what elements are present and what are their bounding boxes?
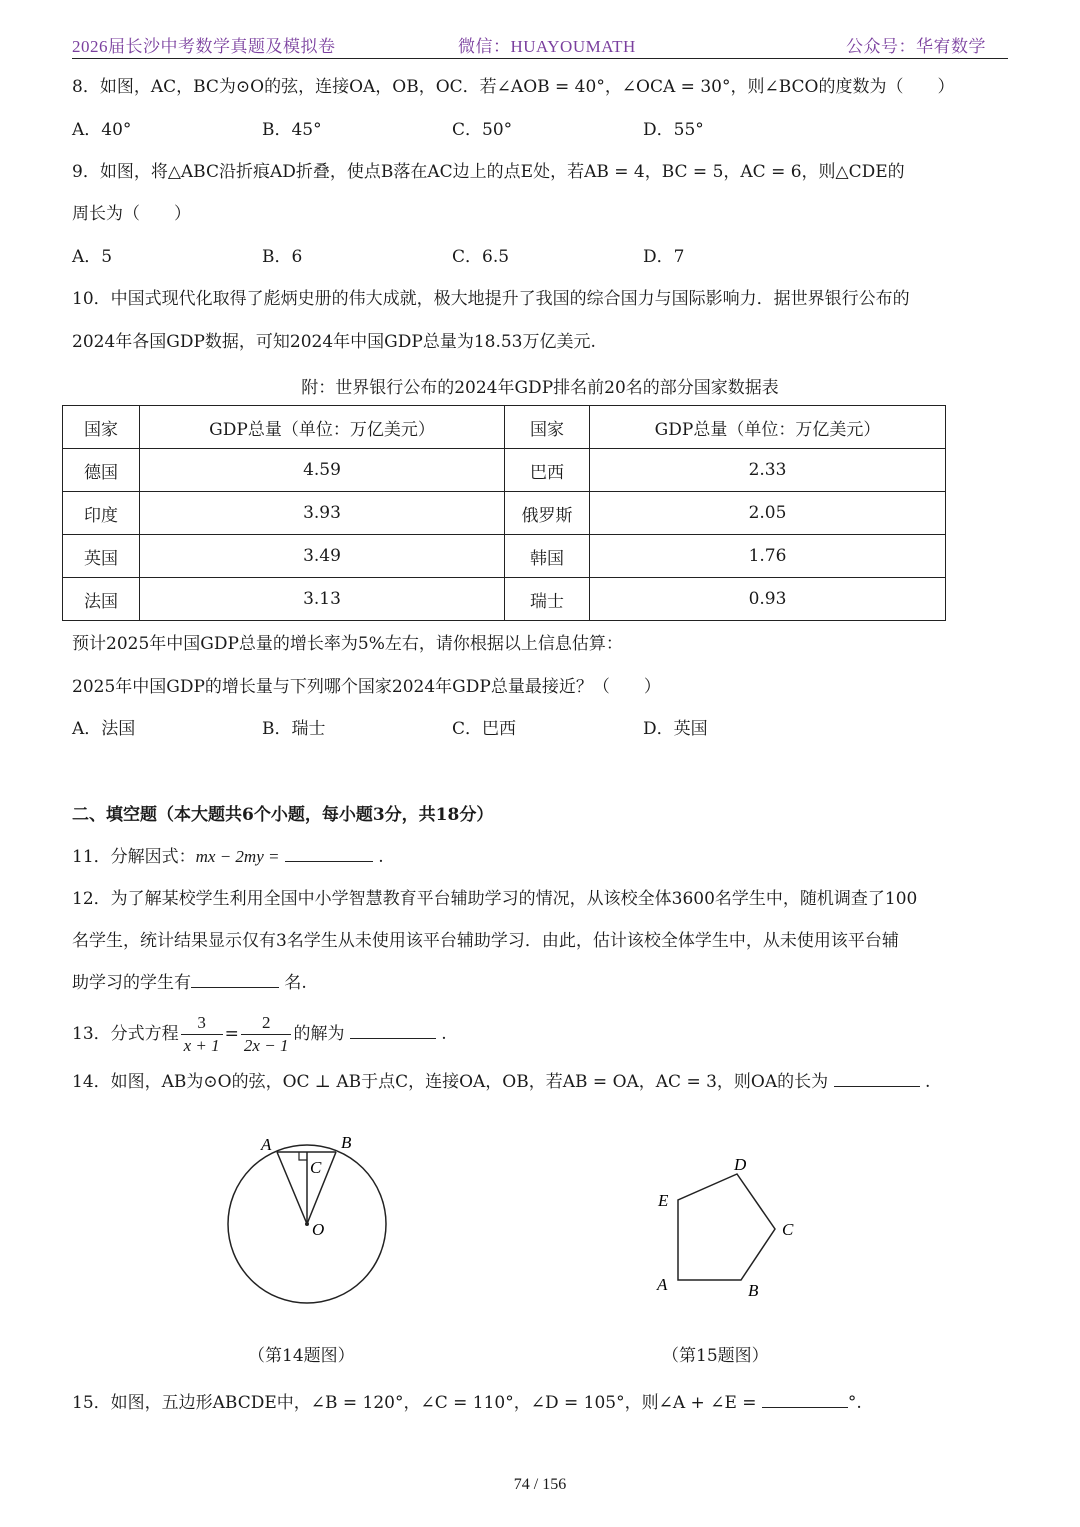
label-d: D: [734, 1155, 747, 1174]
table-cell: 巴西: [505, 449, 590, 492]
page-number: 74 / 156: [513, 1476, 567, 1493]
segment-oa: [277, 1152, 307, 1224]
q14-end: .: [924, 1072, 931, 1092]
question-15: [72, 1391, 862, 1414]
answer-blank[interactable]: [762, 1391, 848, 1408]
question-10-line1: 10．中国式现代化取得了彪炳史册的伟大成就，极大地提升了我国的综合国力与国际影响力．据世界银行公布的: [72, 289, 910, 309]
fraction-1: [181, 1012, 223, 1057]
question-10-line3: 预计2025年中国GDP总量的增长率为5%左右，请你根据以上信息估算：: [72, 634, 623, 654]
q10-option-c: C．巴西: [452, 719, 517, 739]
label-b: B: [341, 1133, 352, 1152]
table-cell: 3.93: [140, 492, 505, 535]
q10-option-b: B．瑞士: [262, 719, 326, 739]
q8-option-c: C．50°: [452, 120, 513, 140]
q9-option-b: B．6: [262, 247, 303, 267]
right-angle-mark: [299, 1152, 307, 1160]
table-cell: 3.13: [140, 578, 505, 621]
gdp-table: [62, 405, 946, 621]
label-a: A: [261, 1135, 272, 1154]
header-title: 2026届长沙中考数学真题及模拟卷: [72, 37, 336, 56]
figure-15: [650, 1150, 800, 1300]
q13-end: .: [441, 1024, 447, 1044]
header-wechat: 微信：HUAYOUMATH: [458, 37, 636, 56]
table-cell: 韩国: [505, 535, 590, 578]
q9-option-d: D．7: [643, 247, 685, 267]
figure-15-caption: （第15题图）: [662, 1346, 769, 1366]
q8-option-a: A．40°: [72, 120, 132, 140]
table-cell: 英国: [63, 535, 140, 578]
table-row: [63, 492, 946, 535]
question-9-line1: 9．如图，将△ABC沿折痕AD折叠，使点B落在AC边上的点E处，若AB = 4，BC = 5，AC = 6，则△CDE的: [72, 162, 905, 182]
header-account: 公众号：华宥数学: [846, 37, 986, 56]
q10-option-d: D．英国: [643, 719, 708, 739]
label-a: A: [657, 1275, 668, 1294]
answer-blank[interactable]: [191, 971, 279, 988]
q10-option-a: A．法国: [72, 719, 136, 739]
question-12-line2: 名学生，统计结果显示仅有3名学生从未使用该平台辅助学习．由此，估计该校全体学生中，从未使用该平台辅: [72, 931, 899, 951]
fraction-2-numerator: 2: [241, 1012, 292, 1035]
table-cell: 俄罗斯: [505, 492, 590, 535]
header-divider: [72, 58, 1008, 59]
table-cell: 4.59: [140, 449, 505, 492]
table-row: [63, 535, 946, 578]
section-2-title: 二、填空题（本大题共6个小题，每小题3分，共18分）: [72, 805, 494, 825]
question-12-line3: [72, 971, 307, 994]
q8-option-b: B．45°: [262, 120, 322, 140]
q8-option-d: D．55°: [643, 120, 704, 140]
table-row: [63, 578, 946, 621]
figure-14: [215, 1128, 405, 1308]
fraction-2: [241, 1012, 292, 1057]
q15-end: °.: [847, 1393, 862, 1413]
fraction-1-denominator: x + 1: [183, 1036, 220, 1055]
center-point: [305, 1222, 309, 1226]
table-header-cell: GDP总量（单位：万亿美元）: [590, 406, 946, 449]
q9-option-a: A．5: [72, 247, 113, 267]
table-cell: 德国: [63, 449, 140, 492]
question-9-line2: 周长为（ ）: [72, 204, 191, 224]
q12-prefix: 助学习的学生有: [72, 973, 191, 993]
equals-sign: =: [224, 1024, 239, 1044]
label-o: O: [312, 1220, 325, 1239]
label-c: C: [782, 1220, 794, 1239]
table-cell: 印度: [63, 492, 140, 535]
label-e: E: [658, 1191, 669, 1210]
question-11: [72, 845, 384, 868]
table-cell: 2.05: [590, 492, 946, 535]
q15-text: 15．如图，五边形ABCDE中，∠B = 120°，∠C = 110°，∠D = 105°，则∠A + ∠E =: [72, 1393, 757, 1413]
table-cell: 瑞士: [505, 578, 590, 621]
question-10-line2: 2024年各国GDP数据，可知2024年中国GDP总量为18.53万亿美元.: [72, 332, 596, 352]
table-cell: 法国: [63, 578, 140, 621]
answer-blank[interactable]: [350, 1022, 436, 1039]
question-14: [72, 1070, 930, 1093]
fraction-1-numerator: 3: [181, 1012, 223, 1035]
table-cell: 3.49: [140, 535, 505, 578]
table-cell: 1.76: [590, 535, 946, 578]
q13-suffix: 的解为: [293, 1024, 345, 1044]
label-c: C: [310, 1158, 322, 1177]
label-b: B: [748, 1281, 759, 1300]
table-cell: 2.33: [590, 449, 946, 492]
table-header-cell: 国家: [63, 406, 140, 449]
table-header-row: [63, 406, 946, 449]
q14-text: 14．如图，AB为⊙O的弦，OC ⊥ AB于点C，连接OA，OB，若AB = OA，AC = 3，则OA的长为: [72, 1072, 829, 1092]
pentagon-abcde: [678, 1174, 775, 1280]
table-header-cell: 国家: [505, 406, 590, 449]
table-caption: 附：世界银行公布的2024年GDP排名前20名的部分国家数据表: [301, 378, 779, 398]
question-12-line1: 12．为了解某校学生利用全国中小学智慧教育平台辅助学习的情况，从该校全体3600名学生中，随机调查了100: [72, 889, 918, 909]
q11-expression: mx − 2my =: [195, 847, 280, 866]
question-8-text: 8．如图，AC，BC为⊙O的弦，连接OA，OB，OC．若∠AOB = 40°，∠OCA = 30°，则∠BCO的度数为（ ）: [72, 77, 955, 97]
q12-suffix: 名.: [284, 973, 307, 993]
q11-prefix: 11．分解因式：: [72, 847, 196, 867]
question-13: [72, 1009, 447, 1059]
figure-14-caption: （第14题图）: [248, 1346, 355, 1366]
table-row: [63, 449, 946, 492]
answer-blank[interactable]: [834, 1070, 920, 1087]
fraction-2-denominator: 2x − 1: [243, 1036, 289, 1055]
q9-option-c: C．6.5: [452, 247, 510, 267]
q11-suffix: .: [378, 847, 384, 867]
answer-blank[interactable]: [285, 845, 373, 862]
table-cell: 0.93: [590, 578, 946, 621]
table-header-cell: GDP总量（单位：万亿美元）: [140, 406, 505, 449]
question-10-line4: 2025年中国GDP的增长量与下列哪个国家2024年GDP总量最接近？（ ）: [72, 677, 661, 697]
q13-prefix: 13．分式方程: [72, 1024, 179, 1044]
